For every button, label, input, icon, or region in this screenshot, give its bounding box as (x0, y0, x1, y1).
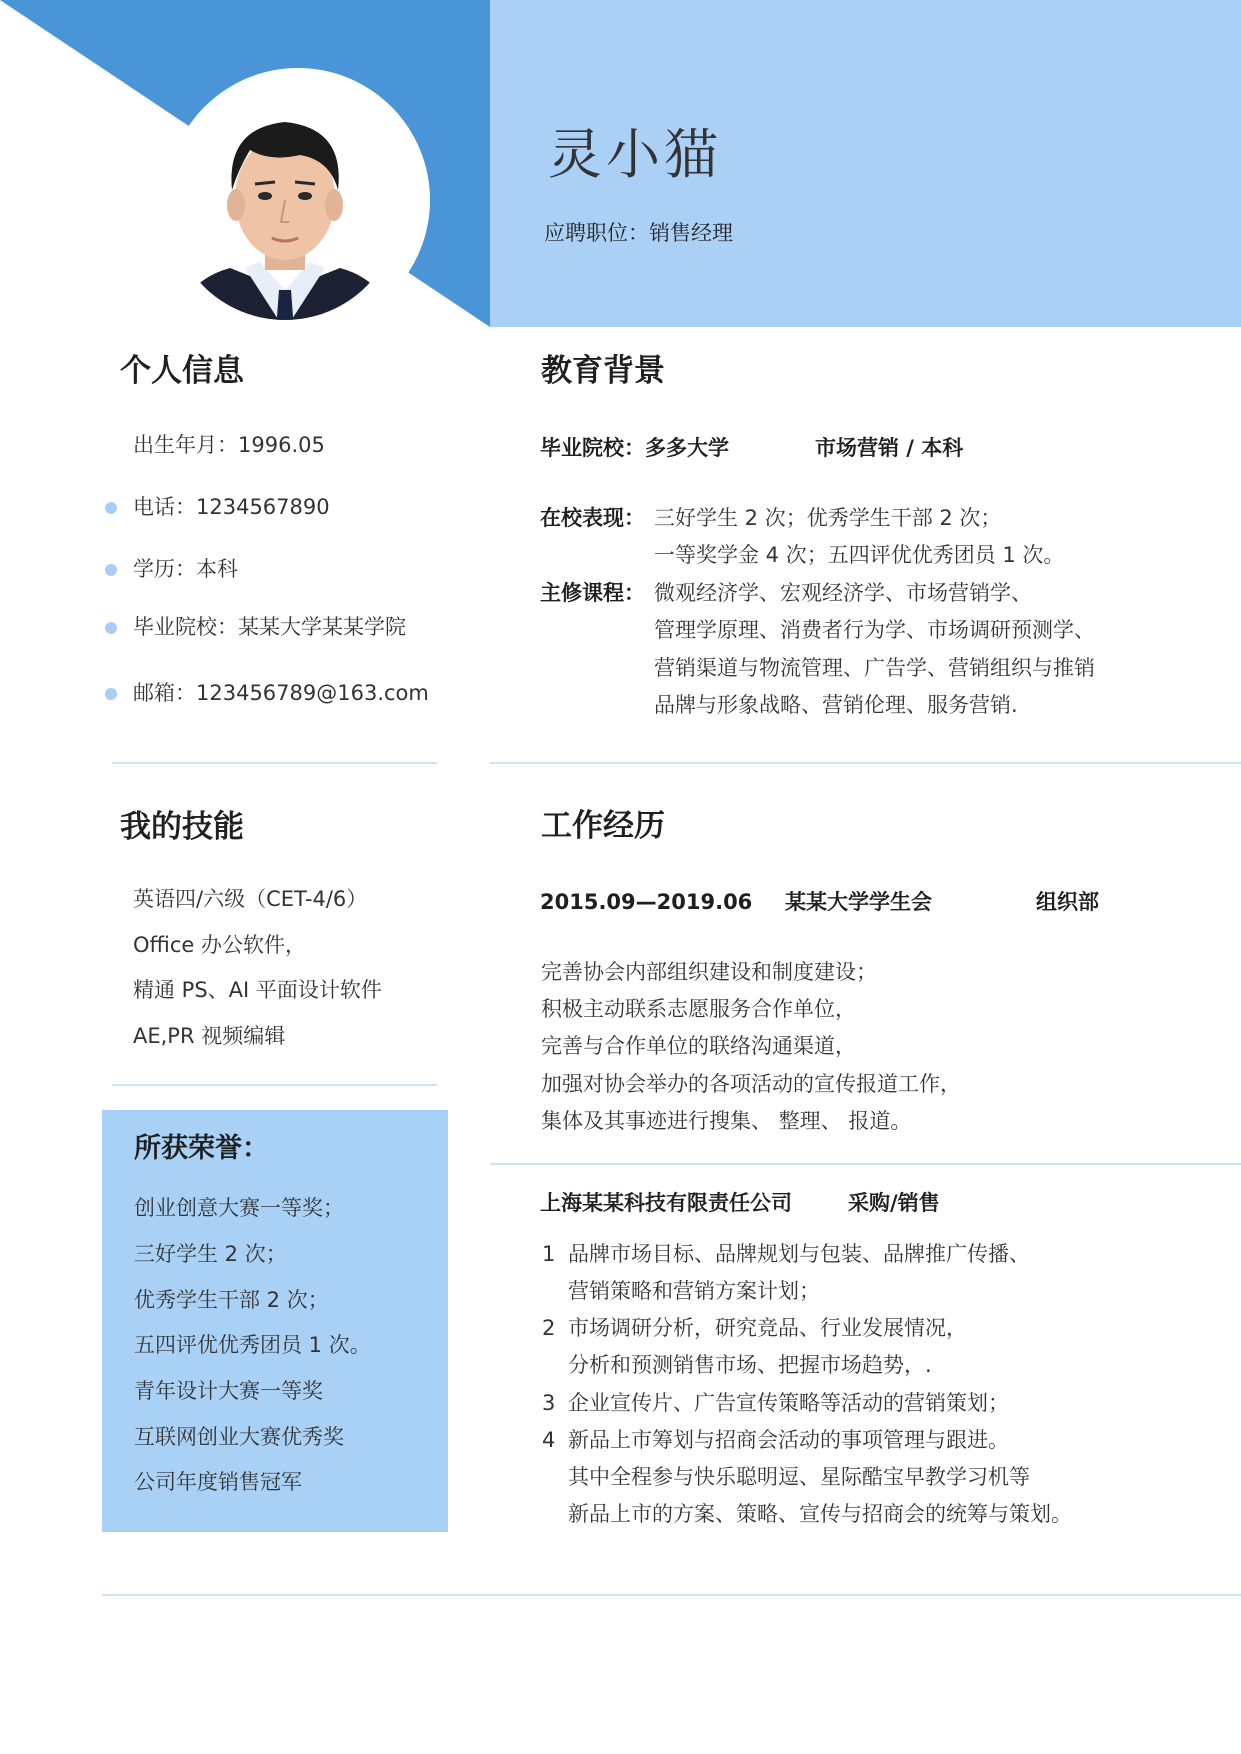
personal-info-title: 个人信息 (120, 353, 244, 389)
edu-course-line: 营销渠道与物流管理、广告学、营销组织与推销 (654, 656, 1095, 680)
job1-line: 积极主动联系志愿服务合作单位， (541, 997, 856, 1021)
bullet-dot (105, 688, 117, 700)
edu-course-line: 管理学原理、消费者行为学、市场调研预测学、 (654, 618, 1095, 642)
job2-item-number: 4 (542, 1428, 556, 1452)
work-title: 工作经历 (541, 808, 665, 844)
info-birth-value: 1996.05 (238, 433, 325, 457)
job1-line: 完善与合作单位的联络沟通渠道， (541, 1034, 856, 1058)
applied-position (544, 217, 733, 247)
divider (112, 1084, 437, 1086)
honor-item: 互联网创业大赛优秀奖 (134, 1425, 344, 1449)
job2-item-line: 营销策略和营销方案计划； (568, 1279, 820, 1303)
edu-course-line: 微观经济学、宏观经济学、市场营销学、 (654, 581, 1032, 605)
job2-item (542, 1244, 1030, 1265)
job2-company: 上海某某科技有限责任公司 (540, 1191, 792, 1215)
divider (112, 762, 437, 764)
job2-item-line: 其中全程参与快乐聪明逗、星际酷宝早教学习机等 (568, 1465, 1030, 1489)
honor-item: 三好学生 2 次； (134, 1242, 287, 1266)
edu-performance-line: 三好学生 2 次；优秀学生干部 2 次； (654, 506, 1002, 530)
edu-school-label: 毕业院校： (540, 436, 645, 460)
skill-item: 精通 PS、AI 平面设计软件 (133, 978, 382, 1002)
job1-line: 加强对协会举办的各项活动的宣传报道工作， (541, 1072, 961, 1096)
position-value: 销售经理 (649, 221, 733, 245)
job1-period: 2015.09—2019.06 (540, 890, 753, 914)
bullet-dot (105, 564, 117, 576)
info-birth (133, 435, 325, 456)
skill-item: 英语四/六级（CET-4/6） (133, 887, 368, 911)
edu-school-name: 多多大学 (645, 436, 729, 460)
info-email-value: 123456789@163.com (196, 681, 429, 705)
job2-item-text: 新品上市筹划与招商会活动的事项管理与跟进。 (568, 1428, 1009, 1452)
edu-performance-label: 在校表现： (540, 506, 645, 530)
education-title: 教育背景 (541, 353, 665, 389)
honor-item: 创业创意大赛一等奖； (134, 1196, 344, 1220)
job2-item-text: 品牌市场目标、品牌规划与包装、品牌推广传播、 (568, 1242, 1030, 1266)
job2-item-line: 分析和预测销售市场、把握市场趋势，. (568, 1353, 932, 1377)
divider (490, 1163, 1241, 1165)
edu-performance-line: 一等奖学金 4 次；五四评优优秀团员 1 次。 (654, 543, 1065, 567)
divider (490, 762, 1241, 764)
job2-item-line: 新品上市的方案、策略、宣传与招商会的统筹与策划。 (568, 1502, 1072, 1526)
info-email (133, 683, 429, 704)
edu-school-row (540, 438, 729, 459)
honors-title: 所获荣誉： (134, 1133, 269, 1164)
job1-dept: 组织部 (1036, 890, 1099, 914)
info-degree-value: 本科 (196, 557, 238, 581)
job2-item-text: 企业宣传片、广告宣传策略等活动的营销策划； (568, 1391, 1009, 1415)
honor-item: 青年设计大赛一等奖 (134, 1379, 323, 1403)
bullet-dot (105, 502, 117, 514)
edu-course-line: 品牌与形象战略、营销伦理、服务营销. (654, 693, 1018, 717)
skill-item: AE,PR 视频编辑 (133, 1024, 286, 1048)
edu-courses-label: 主修课程： (540, 581, 645, 605)
info-school (133, 617, 406, 638)
job2-item-number: 2 (542, 1316, 556, 1340)
bottom-divider (102, 1594, 1241, 1596)
info-phone-label: 电话： (133, 495, 196, 519)
info-phone (133, 497, 330, 518)
candidate-name: 灵小猫 (548, 123, 722, 186)
honor-item: 五四评优优秀团员 1 次。 (134, 1333, 371, 1357)
job2-item (542, 1430, 1009, 1451)
bullet-dot (105, 622, 117, 634)
job1-org: 某某大学学生会 (785, 890, 932, 914)
job1-line: 完善协会内部组织建设和制度建设； (541, 960, 877, 984)
honors-panel (102, 1110, 448, 1532)
job2-item (542, 1393, 1009, 1414)
info-birth-label: 出生年月： (133, 433, 238, 457)
skill-item: Office 办公软件， (133, 933, 306, 957)
honor-item: 优秀学生干部 2 次； (134, 1288, 329, 1312)
job1-line: 集体及其事迹进行搜集、 整理、 报道。 (541, 1109, 912, 1133)
job2-role: 采购/销售 (848, 1191, 940, 1215)
info-school-value: 某某大学某某学院 (238, 615, 406, 639)
job2-item-text: 市场调研分析，研究竞品、行业发展情况， (568, 1316, 967, 1340)
skills-title: 我的技能 (120, 809, 244, 845)
edu-major: 市场营销 / 本科 (815, 436, 964, 460)
position-label: 应聘职位： (544, 221, 649, 245)
job2-item-number: 3 (542, 1391, 556, 1415)
info-school-label: 毕业院校： (133, 615, 238, 639)
info-degree (133, 559, 238, 580)
info-phone-value: 1234567890 (196, 495, 330, 519)
job2-item-number: 1 (542, 1242, 556, 1266)
info-email-label: 邮箱： (133, 681, 196, 705)
honor-item: 公司年度销售冠军 (134, 1470, 302, 1494)
job2-item (542, 1318, 967, 1339)
info-degree-label: 学历： (133, 557, 196, 581)
